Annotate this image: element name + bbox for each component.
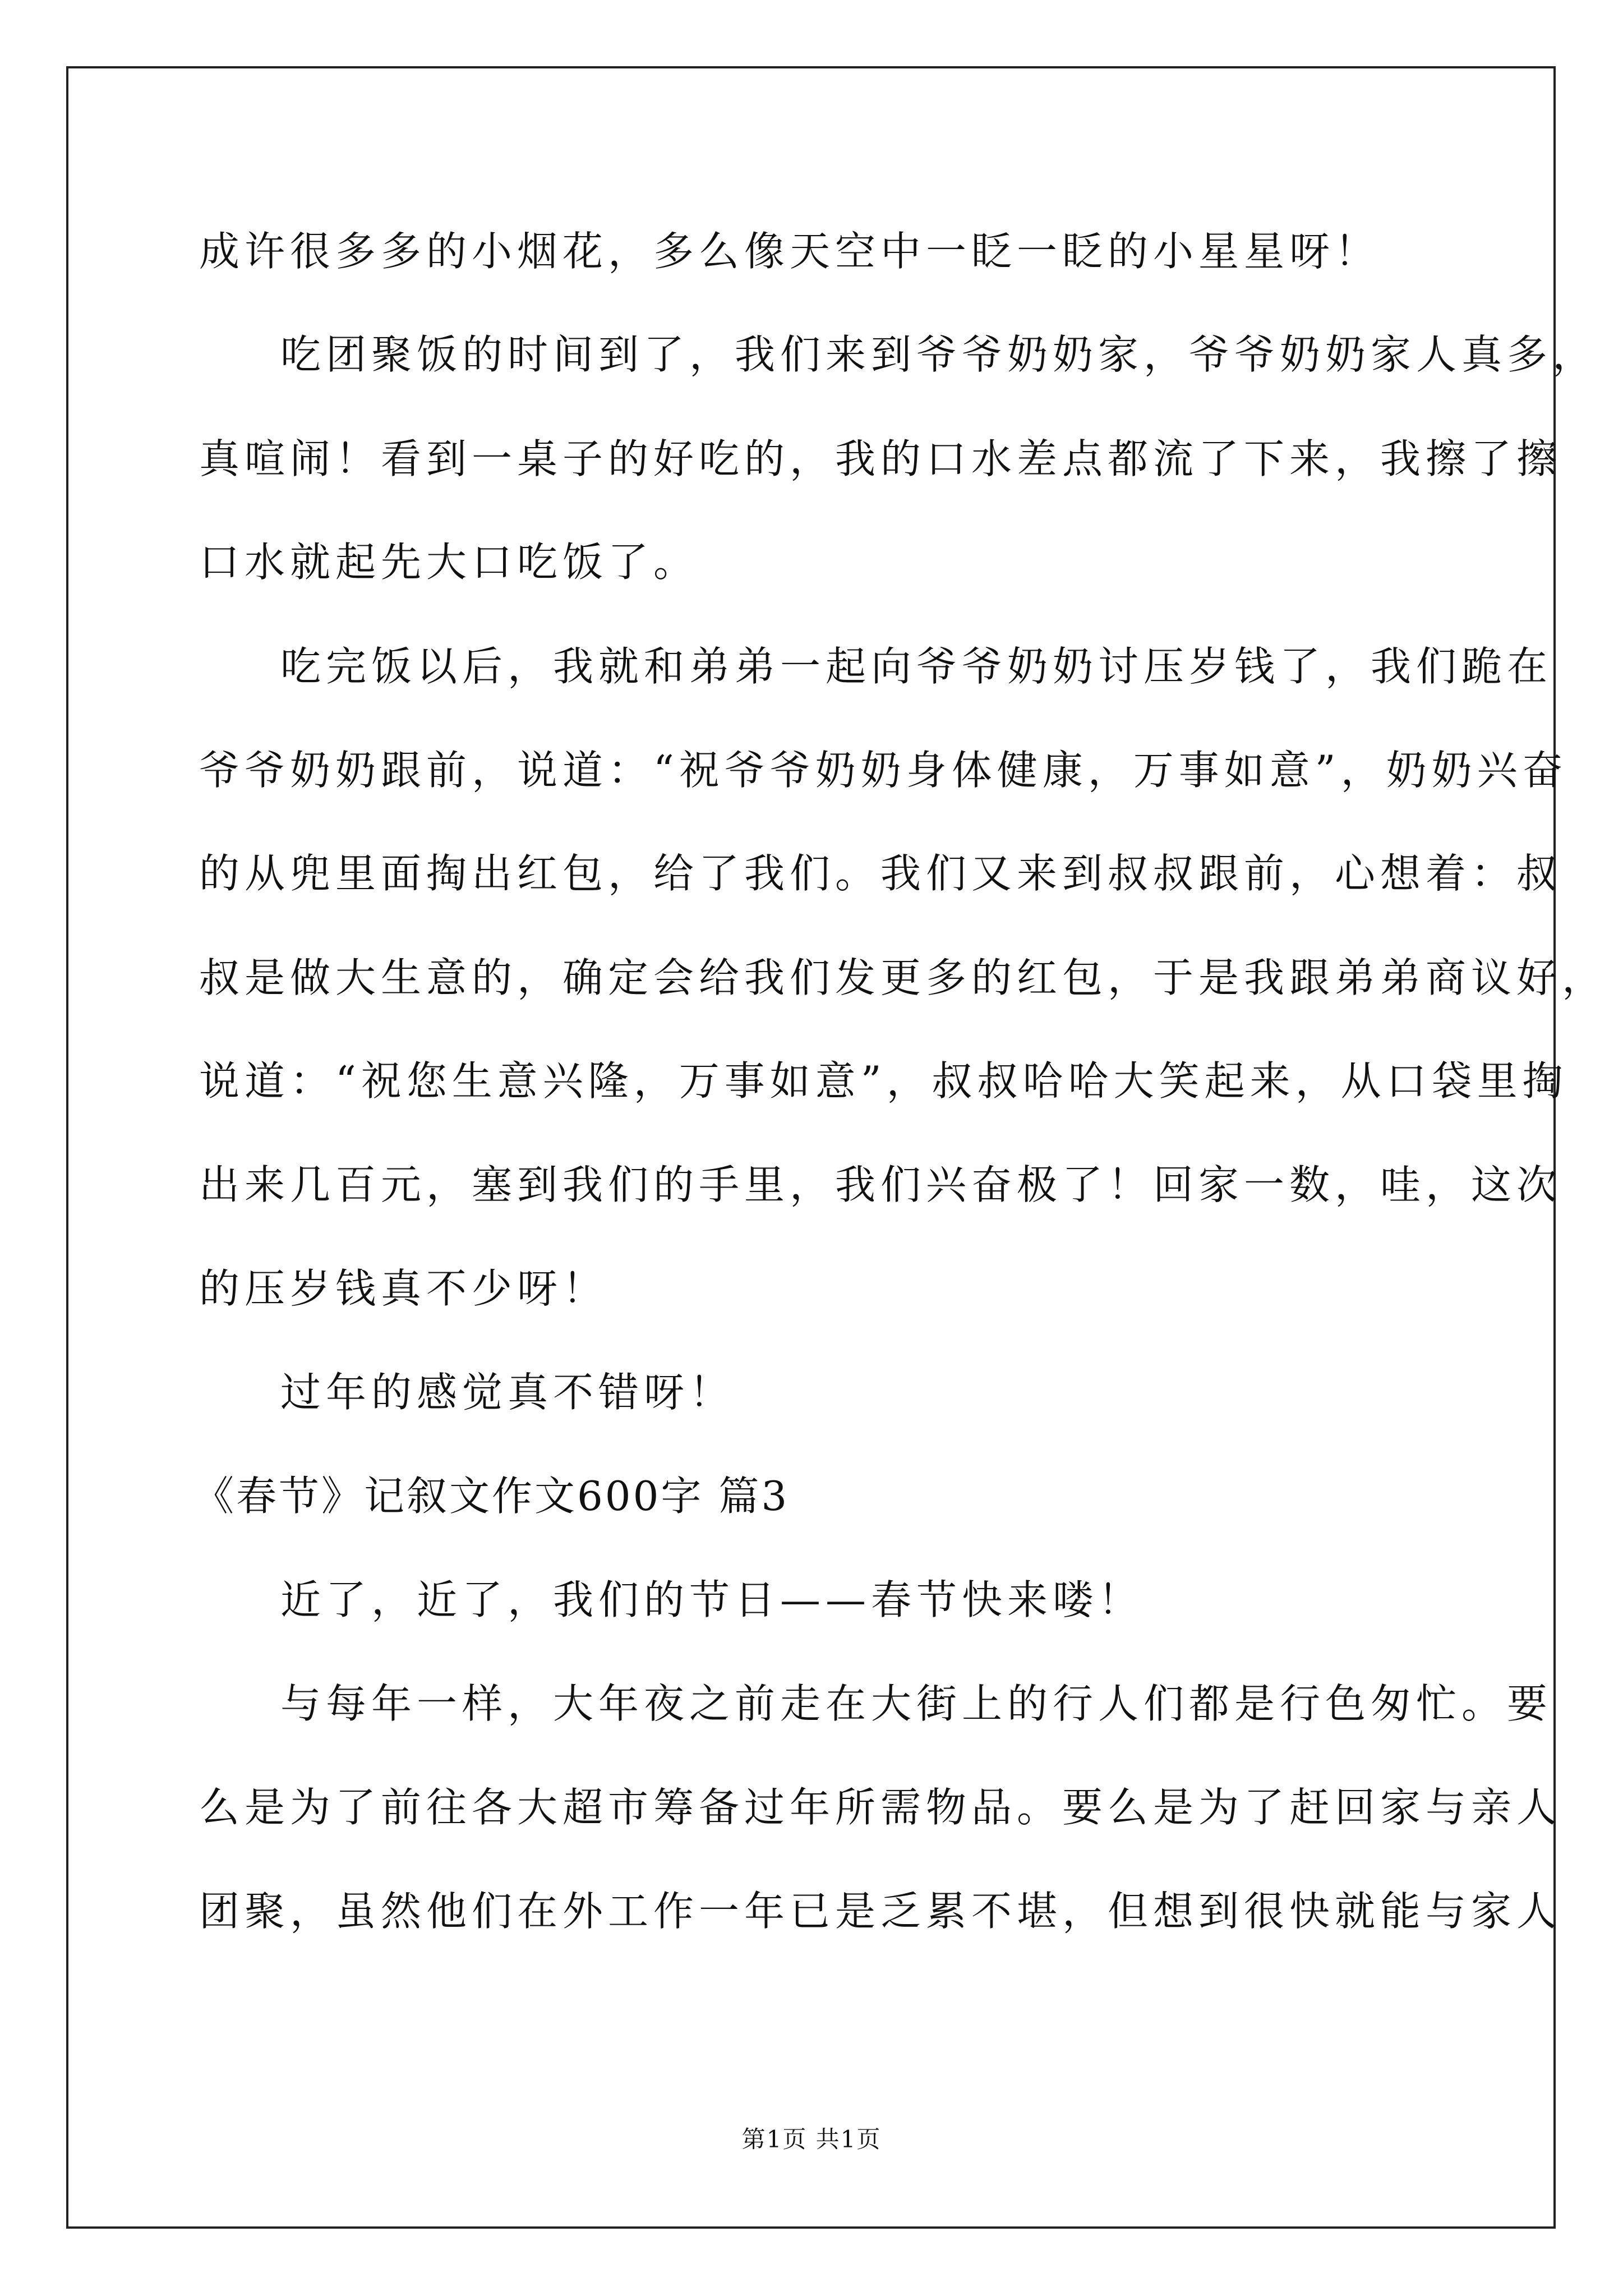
text-line-6: 爷爷奶奶跟前，说道：“祝爷爷奶奶身体健康，万事如意”，奶奶兴奋	[199, 747, 1568, 794]
text-line-11: 的压岁钱真不少呀！	[199, 1265, 608, 1312]
text-line-12: 过年的感觉真不错呀！	[280, 1369, 735, 1416]
text-line-8: 叔是做大生意的，确定会给我们发更多的红包，于是我跟弟弟商议好，	[199, 954, 1608, 1001]
section-heading: 《春节》记叙文作文600字 篇3	[193, 1473, 790, 1520]
text-line-3: 真喧闹！看到一桌子的好吃的，我的口水差点都流了下来，我擦了擦	[199, 435, 1562, 482]
text-line-7: 的从兜里面掏出红包，给了我们。我们又来到叔叔跟前，心想着：叔	[199, 850, 1562, 897]
text-line-15: 与每年一样，大年夜之前走在大街上的行人们都是行色匆忙。要	[280, 1680, 1553, 1727]
text-line-5: 吃完饭以后，我就和弟弟一起向爷爷奶奶讨压岁钱了，我们跪在	[280, 643, 1553, 690]
text-line-17: 团聚，虽然他们在外工作一年已是乏累不堪，但想到很快就能与家人	[199, 1888, 1562, 1935]
text-line-1: 成许很多多的小烟花，多么像天空中一眨一眨的小星星呀！	[199, 228, 1381, 275]
text-line-14: 近了，近了，我们的节日——春节快来喽！	[280, 1576, 1144, 1623]
text-line-4: 口水就起先大口吃饭了。	[199, 539, 699, 586]
page-footer: 第1页 共1页	[741, 2125, 882, 2153]
text-line-2: 吃团聚饭的时间到了，我们来到爷爷奶奶家，爷爷奶奶家人真多，	[280, 331, 1598, 378]
text-line-9: 说道：“祝您生意兴隆，万事如意”，叔叔哈哈大笑起来，从口袋里掏	[199, 1057, 1568, 1105]
text-line-16: 么是为了前往各大超市筹备过年所需物品。要么是为了赶回家与亲人	[199, 1784, 1562, 1831]
text-line-10: 出来几百元，塞到我们的手里，我们兴奋极了！回家一数，哇，这次	[199, 1161, 1562, 1208]
